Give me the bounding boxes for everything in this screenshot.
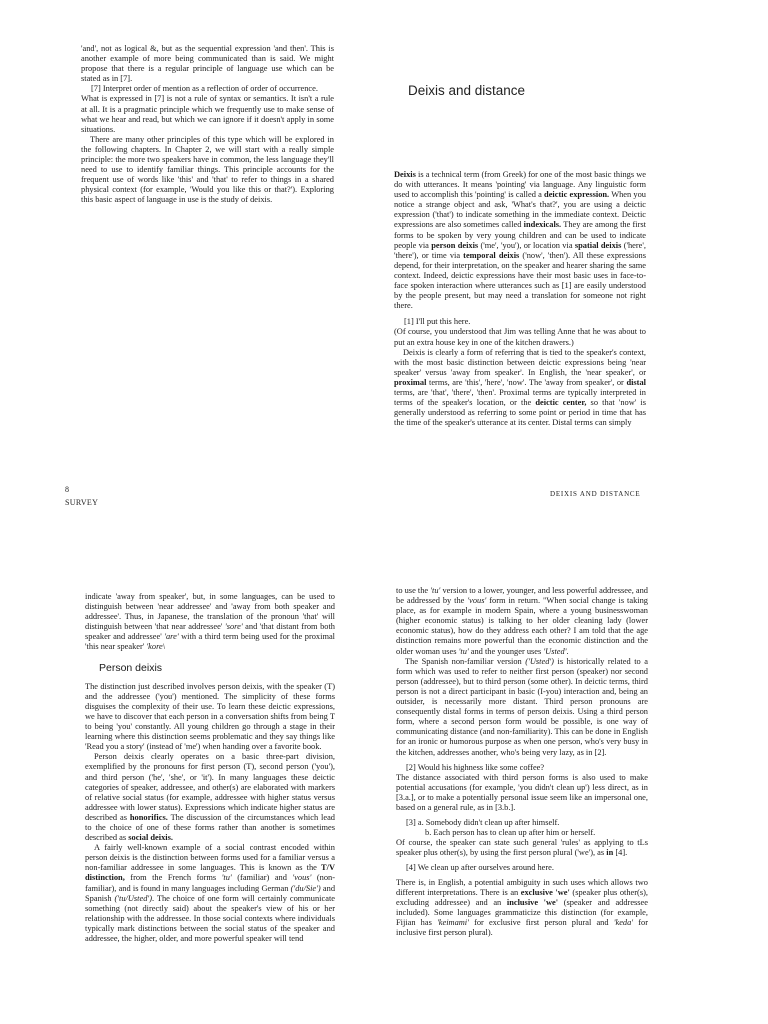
page-divider [0, 540, 768, 541]
subsection-heading: Person deixis [99, 661, 163, 674]
paragraph: The distance associated with third person forms is also used to make potential accusations (for example, 'you didn't clean up') less direct, as in [3.a.], or to make a potentially personal issue seem like an impersonal one, based on a general rule, as in [3.b.]. [396, 772, 648, 812]
paragraph-three-part-division: Person deixis clearly operates on a basic three-part division, exemplified by the pronouns for first person (T), second person ('you'), and third person ('he', 'she', or 'it'). In many languages these deictic categories of speaker, addressee, and other(s) are elaborated with markers of relative social status (for example, addressee with higher status versus addressee with lower status). Expressions which indicate higher status are described as honorifics. The discussion of the circumstances which lead to the choice of one of these forms rather than another is sometimes described as social deixis. [85, 752, 335, 843]
example-2: [2] Would his highness like some coffee? [406, 762, 545, 772]
page-number: 8 [65, 485, 70, 494]
paragraph-we-rules: Of course, the speaker can state such general 'rules' as applying to tLs speaker plus other(s), by using the first person plural ('we'), as in [4]. [396, 838, 648, 858]
example-3b: b. Each person has to clean up after him or herself. [425, 828, 596, 838]
paragraph-usted: The Spanish non-familiar version ('Usted') is historically related to a form which was used to refer to neither first person (speaker) nor second person (addressee), but to third person (some other). In deictic terms, third person is not a direct participant in basic (I-you) interaction and, being an outsider, is necessarily more distant. Third person pronouns are consequently distal forms in terms of person deixis. Using a third person form, where a second person form would be possible, is one way of communicating distance (and non-familiarity). This can be done in English for an ironic or humorous purpose as when one person, who's very busy in the kitchen, addresses another, who's being very lazy, as in [2]. [396, 656, 648, 757]
paragraph: What is expressed in [7] is not a rule of syntax or semantics. It isn't a rule at all. It is a pragmatic principle which we frequently use to make sense of what we hear and read, but which we can ignore if it doesn't apply in some situations. [81, 94, 334, 134]
top-left-column [81, 44, 334, 206]
example-7: [7] Interpret order of mention as a reflection of order of occurrence. [91, 84, 318, 94]
running-footer-survey: SURVEY [65, 498, 99, 507]
running-head: DEIXIS AND DISTANCE [550, 490, 641, 498]
paragraph: 'and', not as logical &, but as the sequential expression 'and then'. This is another example of more being communicated than is said. We might propose that there is a regular principle of language use which can be stated as in [7]. [81, 44, 334, 84]
example-3a: [3] a. Somebody didn't clean up after himself. [406, 818, 560, 828]
bottom-right-column [396, 586, 648, 938]
example-1: [1] I'll put this here. [404, 317, 471, 327]
paragraph: (Of course, you understood that Jim was telling Anne that he was about to put an extra house key in one of the kitchen drawers.) [394, 327, 646, 347]
paragraph-japanese: indicate 'away from speaker', but, in some languages, can be used to distinguish between 'near addressee' and 'away from both speaker and addressee'. Thus, in Japanese, the translation of the pronoun 'that' will distinguish between 'that near addressee' 'sore' and 'that distant from both speaker and addressee' 'are' with a third term being used for the proximal 'this near speaker' 'kore\ [85, 592, 335, 652]
section-heading: Deixis and distance [408, 83, 526, 98]
bottom-left-column [85, 592, 335, 944]
example-4: [4] We clean up after ourselves around here. [406, 863, 554, 873]
paragraph-tv-distinction: A fairly well-known example of a social contrast encoded within person deixis is the distinction between forms used for a familiar versus a non-familiar addressee in some languages. This is known as the T/V distinction, from the French forms 'tu' (familiar) and 'vous' (non-familiar), and is found in many languages including German ('du/Sie') and Spanish ('tu/Usted'). The choice of one form will certainly communicate something (not directly said) about the speaker's view of his or her relationship with the addressee. In those social contexts where individuals typically mark distinctions between the social status of the speaker and addressee, the higher, older, and more powerful speaker will tend [85, 843, 336, 943]
top-right-column [394, 170, 646, 428]
paragraph: The distinction just described involves person deixis, with the speaker (T) and the addressee ('you') mentioned. The simplicity of these forms disguises the complexity of their use. To learn these deictic expressions, we have to discover that each person in a conversation shifts from being T to being 'you' constantly. All young children go through a stage in their learning where this distinction seems problematic and they say things like 'Read you a story' (instead of 'me') when handing over a favorite book. [85, 681, 335, 752]
paragraph-deixis-definition: Deixis is a technical term (from Greek) for one of the most basic things we do with utterances. It means 'pointing' via language. Any linguistic form used to accomplish this 'pointing' is called a deictic expression. When you notice a strange object and ask, 'What's that?', you are using a deictic expression ('that') to indicate something in the immediate context. Deictic expressions are also sometimes called indexicals. They are among the first forms to be spoken by very young children and can be used to indicate people via person deixis ('me', 'you'), or location via spatial deixis ('here', 'there'), or time via temporal deixis ('now', 'then'). All these expressions depend, for their interpretation, on the speaker and hearer sharing the same context. Indeed, deictic expressions have their most basic uses in face-to-face spoken interaction where utterances such as [1] are easily understood by the people present, but may need a translation for someone not right there. [394, 170, 646, 311]
paragraph-proximal-distal: Deixis is clearly a form of referring that is tied to the speaker's context, with the most basic distinction between deictic expressions being 'near speaker' versus 'away from speaker'. In English, the 'near speaker', or proximal terms, are 'this', 'here', 'now'. The 'away from speaker', or distal terms, are 'that', 'there', 'then'. Proximal terms are typically interpreted in terms of the speaker's location, or the deictic center, so that 'now' is generally understood as referring to some point or period in time that has the time of the speaker's utterance at its center. Distal terms can simply [394, 347, 646, 428]
paragraph-exclusive-inclusive: There is, in English, a potential ambiguity in such uses which allows two different interpretations. There is an exclusive 'we' (speaker plus other(s), excluding addressee) and an inclusive 'we' (speaker and addressee included). Some languages grammaticize this distinction (for example, Fijian has 'keimami' for exclusive first person plural and 'keda' for inclusive first person plural). [396, 877, 648, 937]
paragraph-spanish-example: to use the 'tu' version to a lower, younger, and less powerful addressee, and be addressed by the 'vous' form in return. "When social change is taking place, as for example in modern Spain, where a young businesswoman (higher economic status) is talking to her older cleaning lady (lower economic status), how do they address each other? I am told that the age distinction remains more powerful than the economic distinction and the older woman uses 'tu' and the younger uses 'Usted'. [396, 586, 648, 656]
paragraph: There are many other principles of this type which will be explored in the following chapters. In Chapter 2, we will start with a really simple principle: the more two speakers have in common, the less language they'll need to use to identify familiar things. This principle accounts for the frequent use of words like 'this' and 'that' to refer to things in a shared physical context (for example, 'Would you like this or that?'). Exploring this basic aspect of language in use is the study of deixis. [81, 134, 334, 205]
